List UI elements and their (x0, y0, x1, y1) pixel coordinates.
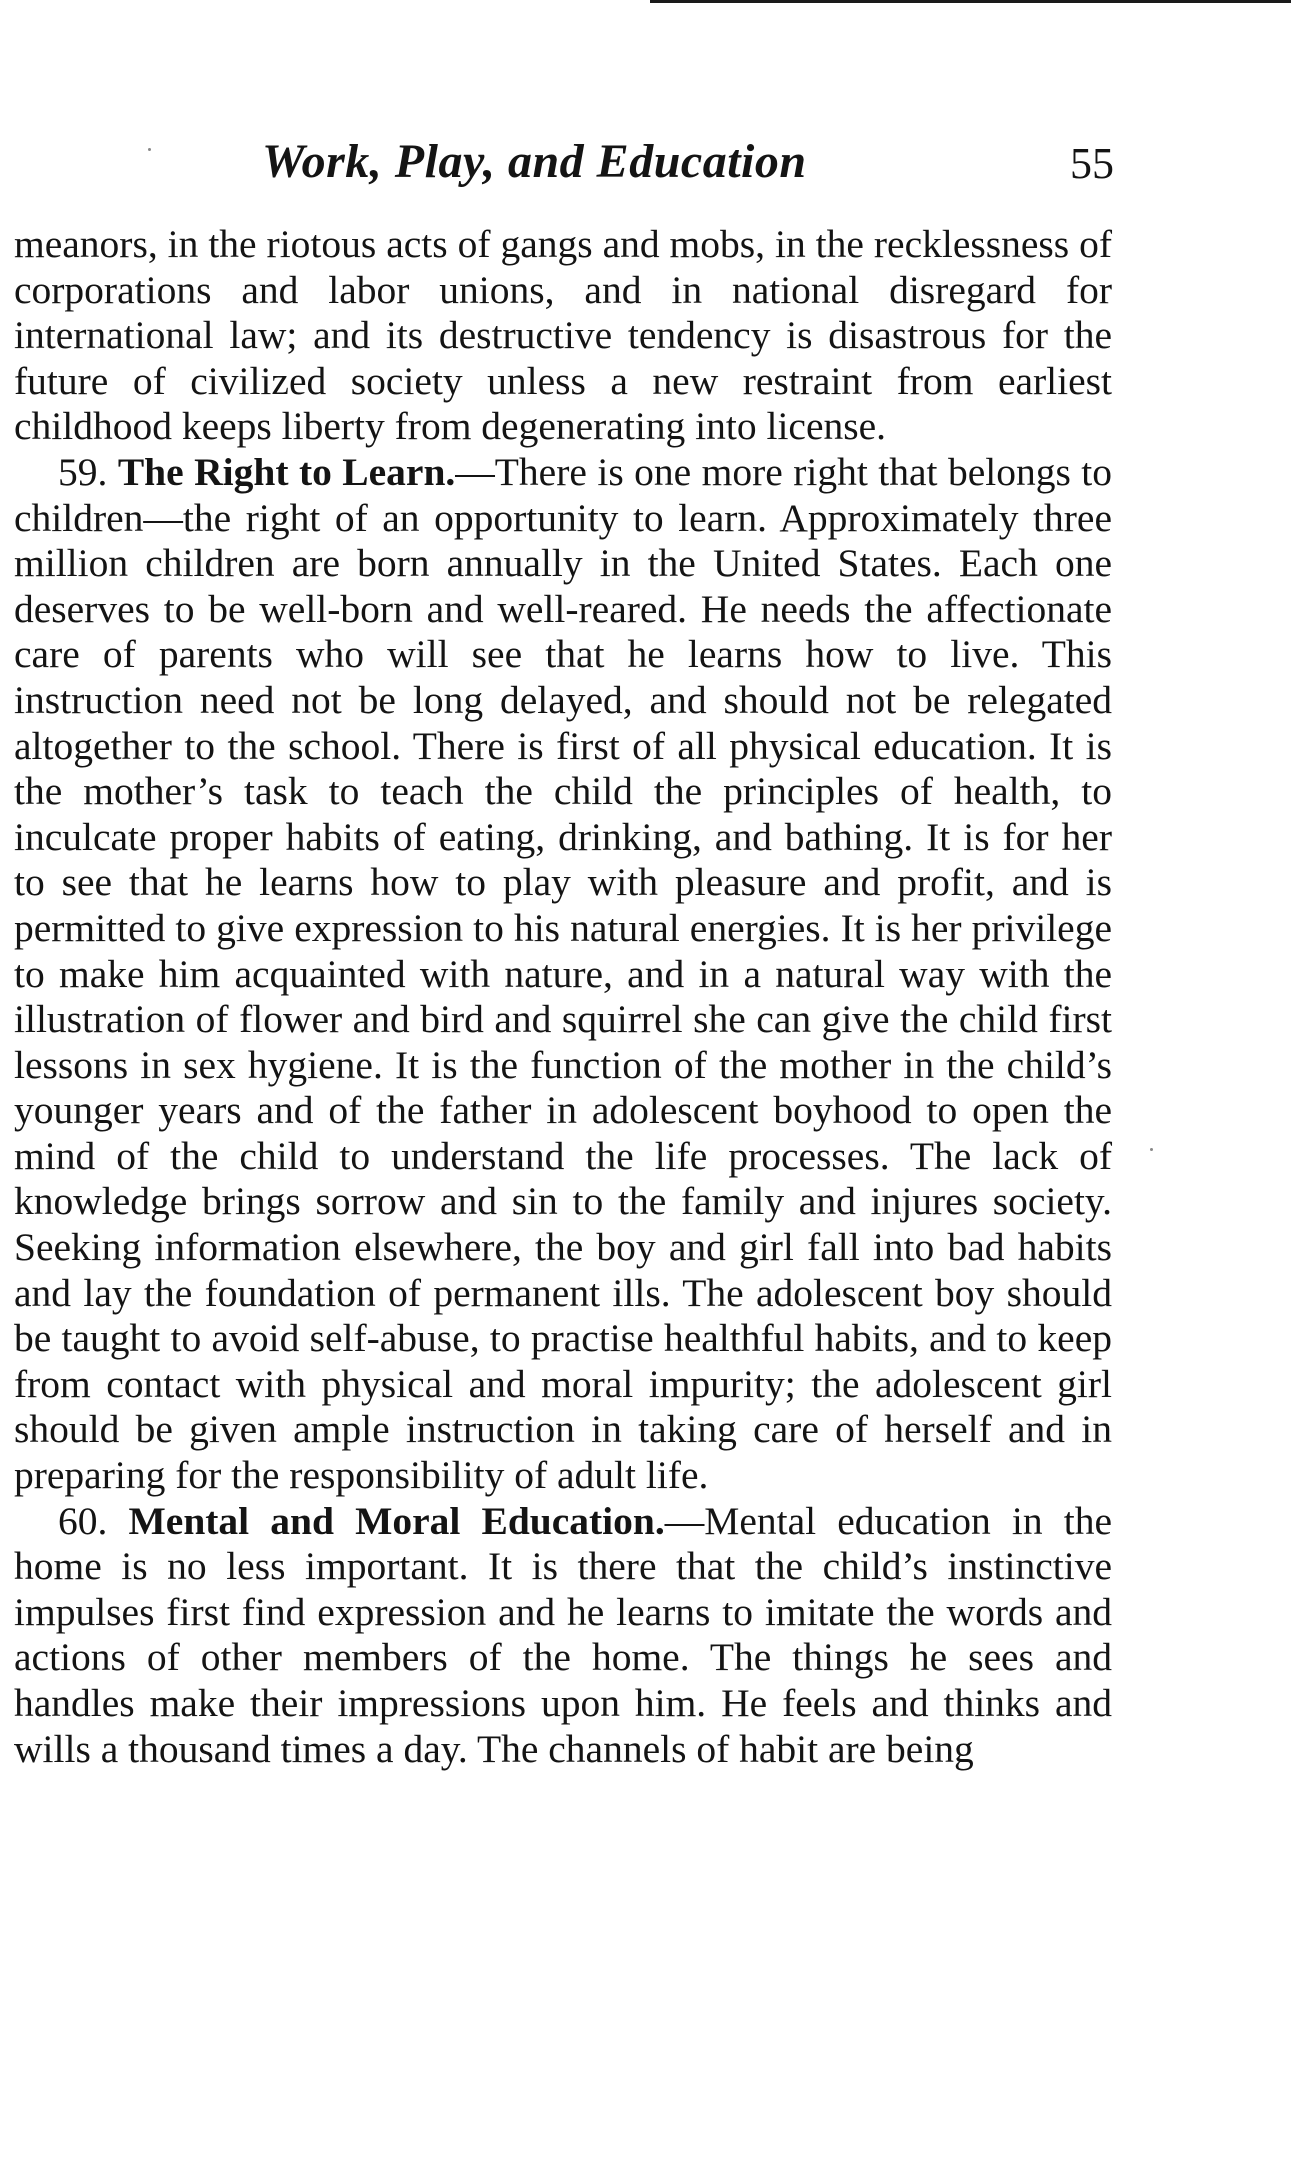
paragraph-section-60 (14, 1499, 1112, 1773)
paragraph-text: —Mental education in the home is no less important. It is there that the child’s instinctive impulses first find expression and he learns to imitate the words and actions of other members of the home. The things he sees and handles make their impressions upon him. He feels and thinks and wills a thousand times a day. The channels of habit are being (14, 1498, 1113, 1771)
ink-speck (1150, 1148, 1153, 1151)
running-head-title: Work, Play, and Education (262, 135, 807, 188)
paragraph-text: —There is one more right that belongs to children—the right of an opportunity to learn. Approximately three million children are born annually in the United States. Each one deserves to be well-born and well-reared. He needs the affectionate care of parents who will see that he learns how to live. This instruction need not be long delayed, and should not be relegated altogether to the school. There is first of all physical education. It is the mother’s task to teach the child the principles of health, to inculcate proper habits of eating, drinking, and bathing. It is for her to see that he learns how to play with pleasure and profit, and is permitted to give expression to his natural energies. It is her privilege to make him acquainted with nature, and in a natural way with the illustration of flower and bird and squirrel she can give the child first lessons in sex hygiene. It is the function of the mother in the child’s younger years and of the father in adolescent boyhood to open the mind of the child to understand the life processes. The lack of knowledge brings sorrow and sin to the family and injures society. Seeking information elsewhere, the boy and girl fall into bad habits and lay the foundation of permanent ills. The adolescent boy should be taught to avoid self-abuse, to practise healthful habits, and to keep from contact with physical and moral impurity; the adolescent girl should be given ample instruction in taking care of herself and in preparing for the responsibility of adult life. (14, 449, 1112, 1498)
section-heading: The Right to Learn. (117, 449, 456, 494)
paragraph-section-59 (14, 450, 1112, 1499)
section-number: 60. (58, 1498, 108, 1543)
paragraph-text: meanors, in the riotous acts of gangs and mobs, in the recklessness of corporations and labor unions, and in national disregard for international law; and its destructive tendency is disastrous for the future of civilized society unless a new restraint from earliest childhood keeps liberty from degenerating into license. (14, 222, 1112, 449)
paragraph-continued (14, 222, 1112, 450)
section-heading: Mental and Moral Education. (128, 1498, 665, 1543)
running-head (0, 134, 1291, 194)
section-number: 59. (58, 449, 108, 494)
top-edge-rule (650, 0, 1291, 3)
page-number: 55 (1070, 139, 1114, 188)
body-text (14, 222, 1112, 1772)
